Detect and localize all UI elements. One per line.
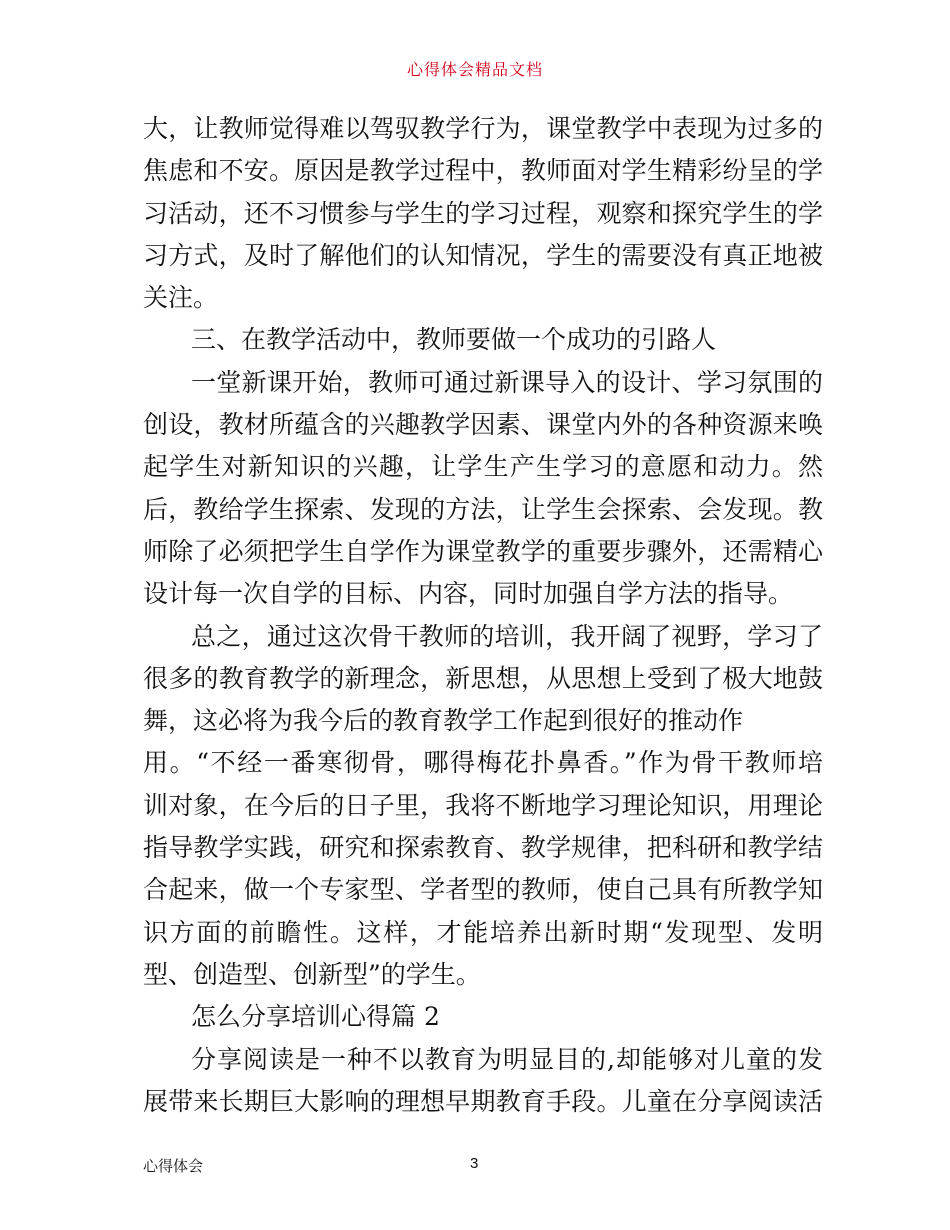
text-line: 很多的教育教学的新理念，新思想，从思想上受到了极大地鼓 (143, 663, 823, 693)
text-line: 合起来，做一个专家型、学者型的教师，使自己具有所教学知 (143, 875, 823, 905)
section-heading: 怎么分享培训心得篇 2 (191, 1002, 440, 1032)
text-line: 展带来长期巨大影响的理想早期教育手段。儿童在分享阅读活 (143, 1086, 823, 1116)
text-line: 指导教学实践，研究和探索教育、教学规律，把科研和教学结 (143, 833, 823, 863)
text-line: 识方面的前瞻性。这样，才能培养出新时期“发现型、发明 (143, 917, 823, 947)
text-line: 习方式，及时了解他们的认知情况，学生的需要没有真正地被 (143, 240, 823, 270)
page-number: 3 (470, 1155, 479, 1172)
document-body (143, 108, 823, 1123)
text-line: 型、创造型、创新型”的学生。 (143, 959, 481, 989)
text-line: 焦虑和不安。原因是教学过程中，教师面对学生精彩纷呈的学 (143, 156, 823, 186)
text-line: 设计每一次自学的目标、内容，同时加强自学方法的指导。 (143, 579, 794, 609)
text-line: 总之，通过这次骨干教师的培训，我开阔了视野，学习了 (191, 621, 823, 651)
document-header-title: 心得体会精品文档 (406, 60, 543, 79)
text-line: 师除了必须把学生自学作为课堂教学的重要步骤外，还需精心 (143, 536, 823, 566)
text-line: 分享阅读是一种不以教育为明显目的,却能够对儿童的发 (191, 1044, 823, 1074)
section-heading: 三、在教学活动中，教师要做一个成功的引路人 (191, 325, 717, 355)
text-line: 一堂新课开始，教师可通过新课导入的设计、学习氛围的 (191, 367, 823, 397)
text-line: 大，让教师觉得难以驾驭教学行为，课堂教学中表现为过多的 (143, 114, 823, 143)
text-line: 起学生对新知识的兴趣，让学生产生学习的意愿和动力。然 (143, 452, 823, 482)
text-line: 训对象，在今后的日子里，我将不断地学习理论知识，用理论 (143, 790, 823, 820)
text-line: 关注。 (143, 283, 219, 313)
text-line: 舞，这必将为我今后的教育教学工作起到很好的推动作 (143, 706, 744, 736)
text-line: 习活动，还不习惯参与学生的学习过程，观察和探究学生的学 (143, 198, 823, 228)
footer-label: 心得体会 (143, 1157, 204, 1175)
text-line: 后，教给学生探索、发现的方法，让学生会探索、会发现。教 (143, 494, 823, 524)
text-line: 创设，教材所蕴含的兴趣教学因素、课堂内外的各种资源来唤 (143, 410, 823, 440)
text-line: 用。“不经一番寒彻骨，哪得梅花扑鼻香。”作为骨干教师培 (143, 748, 823, 778)
